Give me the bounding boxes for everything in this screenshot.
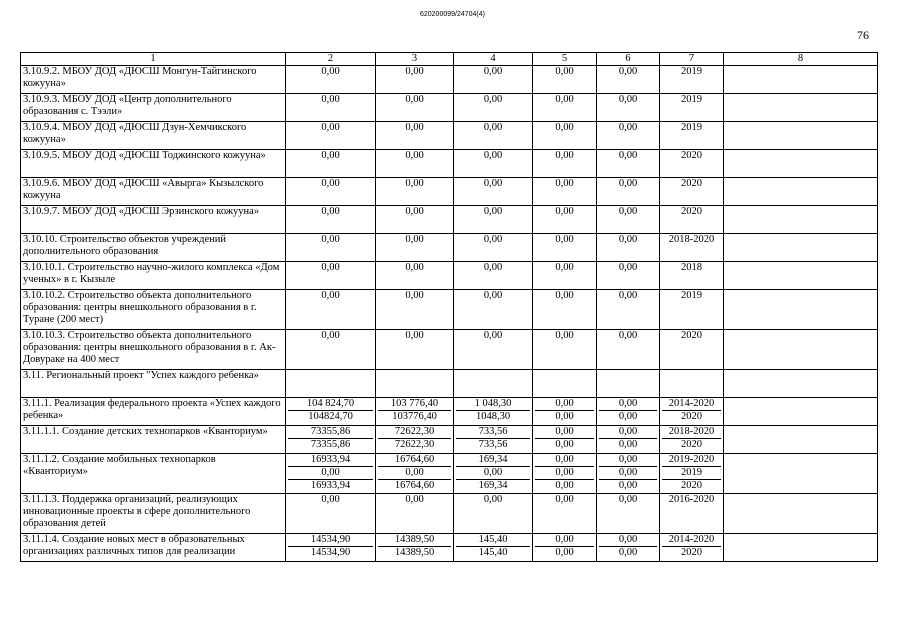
table-row [21,454,878,494]
cell-value: 2020 [662,438,721,451]
cell-value: 0,00 [618,234,638,245]
cell-value: 2018 [681,262,702,273]
row-title: 3.11.1. Реализация федерального проекта «Успех каждого ребенка» [21,398,286,426]
cell-value: 145,40 [456,546,530,559]
cell-value: 0,00 [483,494,503,505]
cell-c4 [454,178,533,206]
cell-c8 [724,330,878,370]
cell-c6 [597,150,660,178]
cell-value: 0,00 [618,150,638,161]
cell-value: 0,00 [288,466,373,479]
cell-c7 [660,290,724,330]
cell-c6 [597,398,660,426]
cell-c6 [597,94,660,122]
table-row [21,290,878,330]
cell-c3 [376,370,454,398]
cell-c5 [533,494,597,534]
cell-value: 0,00 [555,426,574,437]
cell-value: 0,00 [483,206,503,217]
cell-c4 [454,150,533,178]
cell-value: 0,00 [483,122,503,133]
column-header: 5 [533,53,597,66]
cell-c2 [286,234,376,262]
cell-value: 0,00 [618,426,638,437]
cell-c3 [376,206,454,234]
column-header: 1 [21,53,286,66]
column-header: 4 [454,53,533,66]
cell-value: 16933,94 [288,479,373,492]
cell-value: 145,40 [478,534,508,545]
table-row [21,150,878,178]
cell-c8 [724,370,878,398]
cell-value: 1048,30 [456,410,530,423]
cell-value: 0,00 [618,178,638,189]
cell-c3 [376,330,454,370]
cell-value: 0,00 [483,262,503,273]
cell-c5 [533,94,597,122]
cell-value: 2020 [681,150,702,161]
cell-c2 [286,206,376,234]
cell-value: 2019 [681,122,702,133]
cell-c4 [454,66,533,94]
cell-c2 [286,262,376,290]
row-title: 3.11.1.2. Создание мобильных технопарков «Кванториум» [21,454,286,494]
cell-value: 2020 [662,410,721,423]
cell-value: 1 048,30 [474,398,512,409]
cell-value: 0,00 [405,150,424,161]
table-row [21,234,878,262]
cell-value: 2020 [662,546,721,559]
cell-value: 0,00 [405,206,424,217]
cell-value: 0,00 [321,66,340,77]
column-header: 6 [597,53,660,66]
cell-c7 [660,330,724,370]
cell-c7 [660,398,724,426]
table-row [21,494,878,534]
cell-value: 0,00 [378,466,451,479]
row-title: 3.10.9.2. МБОУ ДОД «ДЮСШ Монгун-Тайгинского кожууна» [21,66,286,94]
cell-c6 [597,454,660,494]
cell-value: 0,00 [555,66,574,77]
cell-c6 [597,290,660,330]
cell-value: 0,00 [599,546,657,559]
row-title: 3.10.9.3. МБОУ ДОД «Центр дополнительного образования с. Тээли» [21,94,286,122]
cell-c6 [597,178,660,206]
cell-c8 [724,534,878,562]
cell-value: 2020 [662,479,721,492]
document-number: 620200099/24704(4) [419,11,485,18]
cell-value: 2020 [681,330,702,341]
cell-value: 0,00 [483,94,503,105]
cell-c8 [724,262,878,290]
cell-value: 0,00 [618,262,638,273]
cell-value: 0,00 [535,410,594,423]
cell-c4 [454,234,533,262]
cell-c4 [454,454,533,494]
cell-value: 0,00 [483,150,503,161]
cell-c7 [660,234,724,262]
cell-value: 0,00 [555,150,574,161]
cell-value: 0,00 [618,454,638,465]
cell-c5 [533,534,597,562]
cell-c7 [660,370,724,398]
cell-value: 16764,60 [378,479,451,492]
cell-c2 [286,122,376,150]
cell-value: 72622,30 [394,426,435,437]
cell-c4 [454,534,533,562]
cell-c7 [660,122,724,150]
cell-value: 0,00 [618,290,638,301]
cell-c7 [660,94,724,122]
cell-c4 [454,330,533,370]
cell-value: 0,00 [405,122,424,133]
cell-value: 2014-2020 [668,534,715,545]
cell-value: 0,00 [405,262,424,273]
row-title: 3.10.10.2. Строительство объекта дополнительного образования: центры внешкольного образования в г. Туране (200 мест) [21,290,286,330]
cell-c4 [454,370,533,398]
cell-value: 104824,70 [288,410,373,423]
table-row [21,262,878,290]
row-title: 3.10.9.7. МБОУ ДОД «ДЮСШ Эрзинского кожууна» [21,206,286,234]
cell-c6 [597,262,660,290]
cell-value: 0,00 [321,178,340,189]
cell-value: 0,00 [321,262,340,273]
cell-c5 [533,150,597,178]
cell-value: 2018-2020 [668,426,715,437]
cell-value: 0,00 [535,479,594,492]
cell-c3 [376,122,454,150]
cell-c5 [533,426,597,454]
cell-c5 [533,330,597,370]
cell-value: 0,00 [321,94,340,105]
cell-c3 [376,534,454,562]
cell-value: 14389,50 [378,546,451,559]
cell-c5 [533,370,597,398]
cell-value: 169,34 [478,454,508,465]
cell-value: 169,34 [456,479,530,492]
row-title: 3.11. Региональный проект "Успех каждого ребенка» [21,370,286,398]
cell-value: 16933,94 [310,454,351,465]
cell-c4 [454,122,533,150]
cell-c6 [597,122,660,150]
cell-c3 [376,150,454,178]
table-row [21,206,878,234]
cell-c4 [454,426,533,454]
cell-value: 0,00 [535,466,594,479]
cell-value: 0,00 [618,66,638,77]
cell-value: 103 776,40 [390,398,439,409]
cell-value: 0,00 [618,122,638,133]
cell-value: 2019-2020 [668,454,715,465]
cell-c7 [660,66,724,94]
column-number-row [21,53,878,66]
cell-value: 0,00 [555,206,574,217]
cell-c8 [724,454,878,494]
cell-c5 [533,66,597,94]
cell-value: 0,00 [618,398,638,409]
cell-c4 [454,494,533,534]
cell-c5 [533,234,597,262]
cell-c7 [660,494,724,534]
cell-c2 [286,94,376,122]
row-title: 3.10.9.6. МБОУ ДОД «ДЮСШ «Авырга» Кызылского кожууна [21,178,286,206]
cell-value: 0,00 [405,330,424,341]
cell-value: 0,00 [535,546,594,559]
cell-c3 [376,454,454,494]
cell-value: 0,00 [405,94,424,105]
cell-c2 [286,426,376,454]
column-header: 8 [724,53,878,66]
cell-c2 [286,494,376,534]
table-row [21,66,878,94]
column-header: 7 [660,53,724,66]
cell-c6 [597,66,660,94]
cell-c2 [286,66,376,94]
cell-value: 0,00 [555,262,574,273]
cell-c2 [286,534,376,562]
cell-value: 0,00 [321,494,340,505]
cell-value: 0,00 [555,494,574,505]
cell-c7 [660,426,724,454]
cell-c8 [724,398,878,426]
cell-value: 2014-2020 [668,398,715,409]
cell-value: 2019 [662,466,721,479]
row-title: 3.11.1.3. Поддержка организаций, реализующих инновационные проекты в сфере дополнительного образования детей [21,494,286,534]
cell-c6 [597,234,660,262]
cell-value: 0,00 [483,178,503,189]
cell-value: 0,00 [535,438,594,451]
cell-c7 [660,262,724,290]
cell-value: 2019 [681,66,702,77]
table-row [21,178,878,206]
cell-c8 [724,178,878,206]
row-title: 3.11.1.4. Создание новых мест в образовательных организациях различных типов для реализации [21,534,286,562]
cell-value: 0,00 [599,410,657,423]
cell-value: 733,56 [478,426,508,437]
cell-value: 0,00 [618,330,638,341]
cell-value: 0,00 [599,466,657,479]
cell-c8 [724,94,878,122]
cell-c2 [286,454,376,494]
cell-value: 14389,50 [394,534,435,545]
cell-c8 [724,122,878,150]
cell-value: 0,00 [405,178,424,189]
cell-value: 0,00 [555,534,574,545]
cell-value: 0,00 [321,234,340,245]
cell-c7 [660,534,724,562]
cell-c3 [376,262,454,290]
table-row [21,330,878,370]
cell-value: 0,00 [618,94,638,105]
cell-c4 [454,290,533,330]
cell-c5 [533,454,597,494]
cell-value: 0,00 [405,494,424,505]
cell-value: 733,56 [456,438,530,451]
row-title: 3.10.10.1. Строительство научно-жилого комплекса «Дом ученых» в г. Кызыле [21,262,286,290]
cell-value: 0,00 [618,494,638,505]
cell-value: 0,00 [321,290,340,301]
cell-c5 [533,398,597,426]
cell-value: 2020 [681,206,702,217]
cell-c5 [533,206,597,234]
cell-c5 [533,290,597,330]
cell-c4 [454,206,533,234]
table-row [21,534,878,562]
page-number: 76 [857,28,869,42]
cell-c2 [286,330,376,370]
cell-value: 0,00 [483,66,503,77]
cell-value: 14534,90 [288,546,373,559]
row-title: 3.11.1.1. Создание детских технопарков «Кванториум» [21,426,286,454]
cell-c8 [724,290,878,330]
cell-c7 [660,206,724,234]
table-row [21,398,878,426]
cell-value: 0,00 [483,234,503,245]
cell-c8 [724,426,878,454]
cell-value: 73355,86 [288,438,373,451]
cell-c3 [376,290,454,330]
cell-c2 [286,178,376,206]
table-row [21,370,878,398]
cell-c5 [533,122,597,150]
cell-c6 [597,494,660,534]
cell-value: 0,00 [618,206,638,217]
cell-c8 [724,150,878,178]
cell-value: 0,00 [555,454,574,465]
cell-value: 103776,40 [378,410,451,423]
cell-c3 [376,66,454,94]
cell-value: 16764,60 [394,454,435,465]
cell-value: 73355,86 [310,426,351,437]
cell-c4 [454,398,533,426]
cell-c6 [597,370,660,398]
cell-c8 [724,234,878,262]
cell-value: 0,00 [555,122,574,133]
cell-value: 0,00 [405,290,424,301]
cell-c5 [533,178,597,206]
cell-value: 14534,90 [310,534,351,545]
cell-c2 [286,398,376,426]
cell-value: 0,00 [618,534,638,545]
cell-value: 0,00 [599,479,657,492]
row-title: 3.10.10. Строительство объектов учреждений дополнительного образования [21,234,286,262]
cell-c3 [376,234,454,262]
cell-c7 [660,178,724,206]
cell-value: 0,00 [405,234,424,245]
column-header: 3 [376,53,454,66]
cell-c3 [376,398,454,426]
cell-c2 [286,150,376,178]
cell-c3 [376,94,454,122]
cell-value: 72622,30 [378,438,451,451]
cell-c2 [286,370,376,398]
cell-c6 [597,206,660,234]
row-title: 3.10.9.5. МБОУ ДОД «ДЮСШ Тоджинского кожууна» [21,150,286,178]
cell-value: 2019 [681,94,702,105]
table-row [21,94,878,122]
cell-value: 0,00 [321,150,340,161]
cell-value: 2019 [681,290,702,301]
cell-value: 0,00 [321,330,340,341]
cell-value: 2016-2020 [668,494,715,505]
cell-value: 0,00 [599,438,657,451]
table-row [21,426,878,454]
cell-value: 104 824,70 [306,398,355,409]
cell-c4 [454,262,533,290]
row-title: 3.10.9.4. МБОУ ДОД «ДЮСШ Дзун-Хемчикского кожууна» [21,122,286,150]
cell-c6 [597,534,660,562]
cell-c6 [597,330,660,370]
cell-value: 0,00 [555,330,574,341]
row-title: 3.10.10.3. Строительство объекта дополнительного образования: центры внешкольного образования в г. Ак-Довураке на 400 мест [21,330,286,370]
cell-value: 0,00 [555,178,574,189]
cell-c5 [533,262,597,290]
cell-value: 0,00 [483,330,503,341]
cell-c3 [376,178,454,206]
cell-value: 0,00 [555,94,574,105]
cell-value: 0,00 [321,122,340,133]
cell-c8 [724,66,878,94]
cell-value: 0,00 [555,290,574,301]
cell-value: 0,00 [483,290,503,301]
cell-c6 [597,426,660,454]
cell-c7 [660,454,724,494]
cell-value: 2018-2020 [668,234,715,245]
cell-c2 [286,290,376,330]
table-row [21,122,878,150]
cell-value: 0,00 [321,206,340,217]
cell-c3 [376,426,454,454]
program-table [20,52,878,562]
cell-value: 0,00 [555,234,574,245]
column-header: 2 [286,53,376,66]
cell-value: 2020 [681,178,702,189]
cell-value: 0,00 [456,466,530,479]
cell-value: 0,00 [405,66,424,77]
cell-c4 [454,94,533,122]
cell-c3 [376,494,454,534]
cell-c7 [660,150,724,178]
cell-c8 [724,206,878,234]
cell-value: 0,00 [555,398,574,409]
cell-c8 [724,494,878,534]
